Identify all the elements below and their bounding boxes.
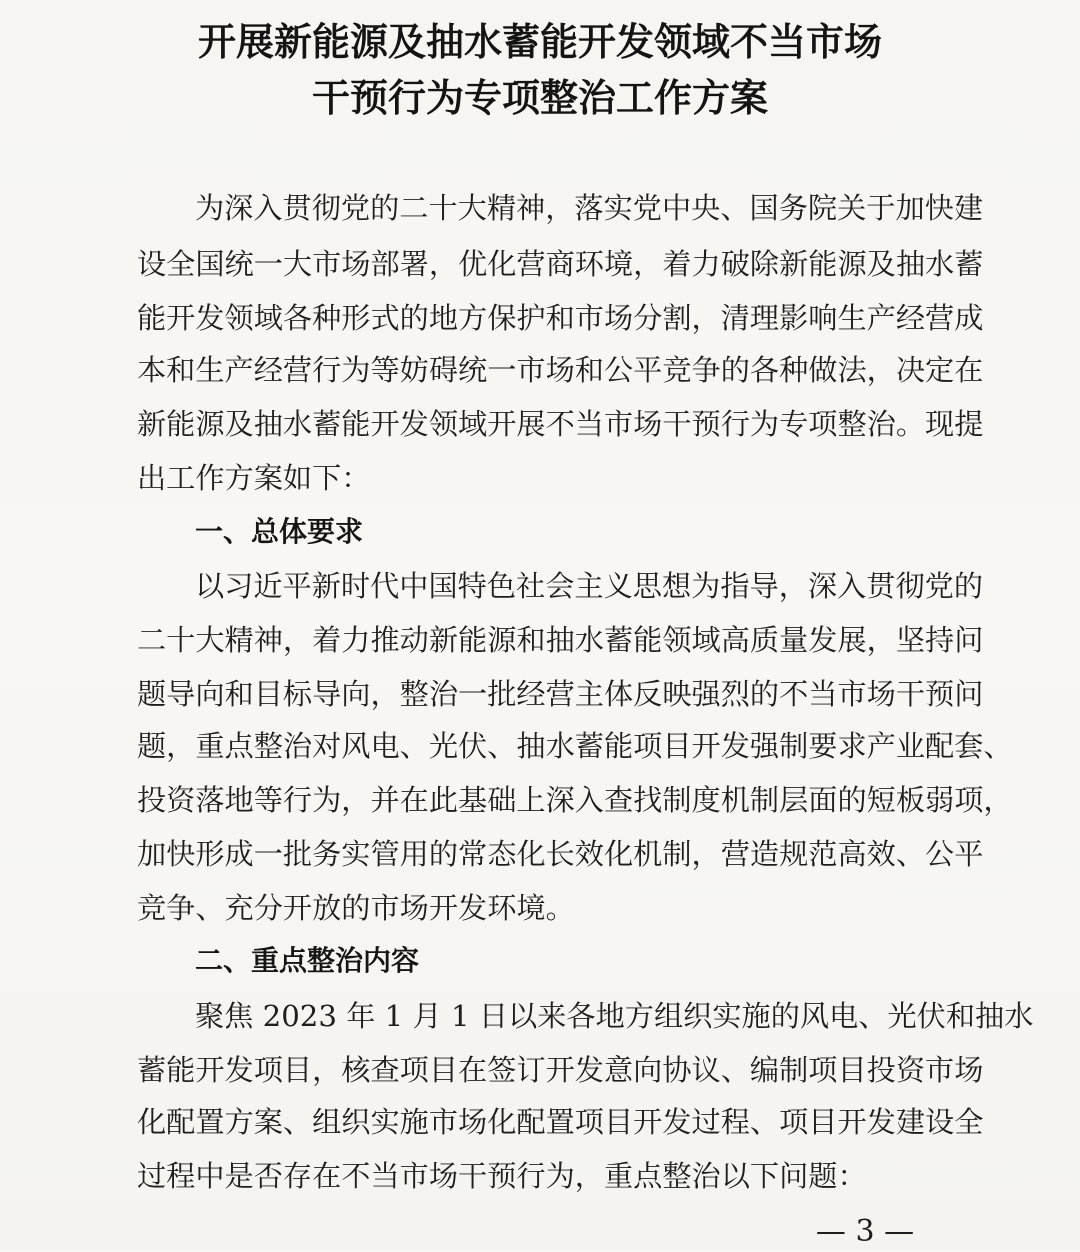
intro-line-4: 本和生产经营行为等妨碍统一市场和公平竞争的各种做法，决定在 <box>137 353 984 387</box>
section2-line-2: 蓄能开发项目，核查项目在签订开发意向协议、编制项目投资市场 <box>137 1053 984 1087</box>
intro-line-1: 为深入贯彻党的二十大精神，落实党中央、国务院关于加快建 <box>195 191 984 225</box>
section1-line-3: 题导向和目标导向，整治一批经营主体反映强烈的不当市场干预问 <box>137 677 984 711</box>
section2-line-1: 聚焦 2023 年 1 月 1 日以来各地方组织实施的风电、光伏和抽水 <box>195 999 1034 1033</box>
section1-line-4: 题，重点整治对风电、光伏、抽水蓄能项目开发强制要求产业配套、 <box>137 729 1013 763</box>
intro-line-5: 新能源及抽水蓄能开发领域开展不当市场干预行为专项整治。现提 <box>137 407 984 441</box>
section1-line-1: 以习近平新时代中国特色社会主义思想为指导，深入贯彻党的 <box>195 569 984 603</box>
section1-line-6: 加快形成一批务实管用的常态化长效化机制，营造规范高效、公平 <box>137 837 984 871</box>
section-heading-overall-requirements: 一、总体要求 <box>195 515 364 548</box>
document-title-line-2: 干预行为专项整治工作方案 <box>311 76 768 120</box>
intro-line-2: 设全国统一大市场部署，优化营商环境，着力破除新能源及抽水蓄 <box>137 247 984 281</box>
intro-line-6: 出工作方案如下： <box>137 461 371 495</box>
page-number: — 3 — <box>815 1214 915 1249</box>
section2-line-3: 化配置方案、组织实施市场化配置项目开发过程、项目开发建设全 <box>137 1105 984 1139</box>
section-heading-key-rectification: 二、重点整治内容 <box>195 944 420 977</box>
section1-line-5: 投资落地等行为，并在此基础上深入查找制度机制层面的短板弱项， <box>137 783 1013 817</box>
document-title-line-1: 开展新能源及抽水蓄能开发领域不当市场 <box>197 20 882 64</box>
intro-line-3: 能开发领域各种形式的地方保护和市场分割，清理影响生产经营成 <box>137 301 984 335</box>
section1-line-7: 竞争、充分开放的市场开发环境。 <box>137 891 575 925</box>
section2-line-4: 过程中是否存在不当市场干预行为，重点整治以下问题： <box>137 1159 867 1193</box>
section1-line-2: 二十大精神，着力推动新能源和抽水蓄能领域高质量发展，坚持问 <box>137 623 984 657</box>
